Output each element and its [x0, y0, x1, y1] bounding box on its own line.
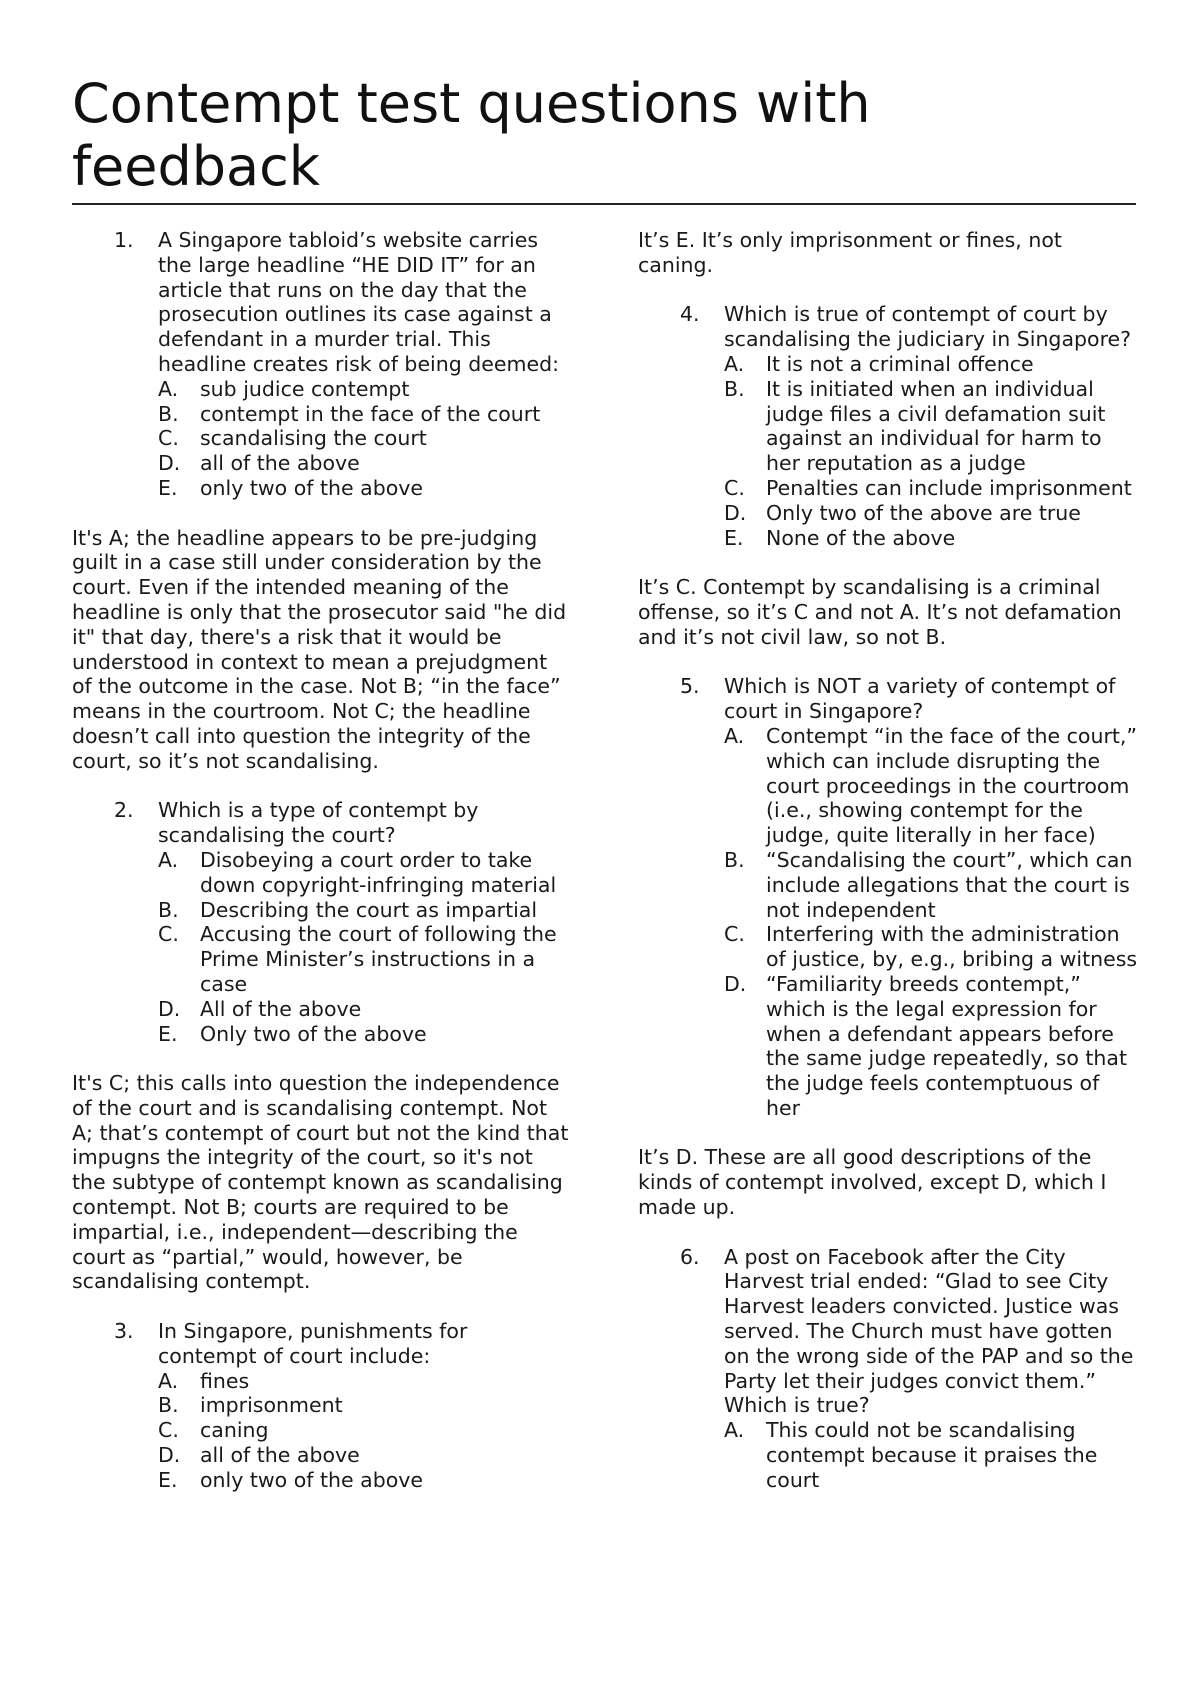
option-letter: C. — [158, 426, 179, 451]
option-letter: D. — [158, 1443, 181, 1468]
option-text: scandalising the court — [200, 426, 427, 451]
question-number: 5. — [680, 674, 700, 699]
option-text: “Familiarity breeds contempt,” which is the legal expression for when a defendant appears before the same judge repeatedly, so that the judge feels contemptuous of her — [766, 971, 1128, 1120]
option-text: only two of the above — [200, 1467, 424, 1492]
question-text: Which is NOT a variety of contempt of court in Singapore? — [724, 674, 1116, 724]
answer-feedback-3: It’s E. It’s only imprisonment or fines, not caning. — [638, 228, 1062, 277]
option-text: Contempt “in the face of the court,” which can include disrupting the court proceedings in the courtroom (i.e., showing contempt for the judge, quite literally in her face) — [766, 723, 1138, 848]
option-letter: A. — [724, 723, 745, 748]
option-text: fines — [200, 1368, 250, 1393]
option-b — [724, 377, 1138, 476]
option-text: Only two of the above — [200, 1021, 427, 1046]
left-column — [72, 228, 572, 1493]
answer-feedback-2: It's C; this calls into question the independence of the court and is scandalising contempt. Not A; that’s contempt of court but not the kind that impugns the integrity of the court, so it's not the subtype of contempt known as scandalising contempt. Not B; courts are required to be impartial, i.e., independent—describing the court as “partial,” would, however, be scandalising contempt. — [72, 1071, 569, 1294]
option-e — [158, 1468, 572, 1493]
answer-feedback-5: It’s D. These are all good descriptions of the kinds of contempt involved, except D, which I made up. — [638, 1145, 1107, 1220]
option-letter: A. — [158, 1368, 179, 1393]
option-a — [724, 352, 1138, 377]
option-letter: D. — [158, 996, 181, 1021]
option-text: Accusing the court of following the Prime Minister’s instructions in a case — [200, 922, 557, 996]
option-c — [724, 922, 1138, 972]
question-1 — [72, 228, 572, 501]
page-title: Contempt test questions with feedback — [72, 72, 871, 198]
option-d — [724, 972, 1138, 1121]
option-c — [158, 426, 572, 451]
answer-feedback-4: It’s C. Contempt by scandalising is a criminal offense, so it’s C and not A. It’s not defamation and it’s not civil law, so not B. — [638, 575, 1122, 649]
option-letter: C. — [158, 1418, 179, 1443]
option-text: Only two of the above are true — [766, 500, 1081, 525]
option-letter: E. — [158, 1021, 178, 1046]
option-text: imprisonment — [200, 1393, 343, 1418]
option-text: None of the above — [766, 525, 956, 550]
option-b — [158, 898, 572, 923]
option-letter: A. — [158, 376, 179, 401]
option-letter: B. — [724, 847, 745, 872]
question-text: In Singapore, punishments for contempt of court include: — [158, 1319, 468, 1368]
question-number: 6. — [680, 1244, 700, 1269]
title-underline — [72, 203, 1136, 205]
option-letter: B. — [724, 376, 745, 401]
option-c — [158, 1418, 572, 1443]
question-2 — [72, 798, 572, 1046]
option-text: All of the above — [200, 996, 362, 1021]
option-letter: C. — [724, 922, 745, 947]
option-d — [724, 501, 1138, 526]
question-number: 4. — [680, 302, 700, 327]
option-d — [158, 1443, 572, 1468]
option-text: sub judice contempt — [200, 376, 410, 401]
option-a — [724, 1418, 1138, 1492]
option-letter: D. — [158, 451, 181, 476]
option-letter: B. — [158, 897, 179, 922]
option-letter: B. — [158, 1393, 179, 1418]
option-text: Interfering with the administration of justice, by, e.g., bribing a witness — [766, 922, 1138, 972]
option-c — [158, 922, 572, 996]
option-b — [158, 402, 572, 427]
question-text: A post on Facebook after the City Harvest trial ended: “Glad to see City Harvest leaders convicted. Justice was served. The Church must have gotten on the wrong side of the PAP and so the Party let their judges convict them.” Which is true? — [724, 1244, 1134, 1418]
option-letter: A. — [158, 847, 179, 872]
question-6 — [638, 1245, 1138, 1493]
option-letter: A. — [724, 1418, 745, 1443]
option-text: contempt in the face of the court — [200, 401, 541, 426]
option-letter: E. — [158, 475, 178, 500]
option-a — [158, 848, 572, 898]
option-text: Penalties can include imprisonment — [766, 475, 1132, 500]
option-d — [158, 451, 572, 476]
option-b — [158, 1393, 572, 1418]
option-text: only two of the above — [200, 475, 424, 500]
question-4 — [638, 302, 1138, 550]
option-text: “Scandalising the court”, which can include allegations that the court is not independent — [766, 847, 1133, 922]
question-text: Which is a type of contempt by scandalising the court? — [158, 798, 479, 848]
question-3 — [72, 1319, 572, 1493]
option-d — [158, 997, 572, 1022]
option-letter: D. — [724, 500, 747, 525]
option-text: It is not a criminal offence — [766, 351, 1034, 376]
option-text: caning — [200, 1418, 269, 1443]
option-a — [158, 1369, 572, 1394]
option-a — [724, 724, 1138, 848]
option-letter: C. — [158, 922, 179, 947]
option-b — [724, 848, 1138, 922]
question-text: A Singapore tabloid’s website carries the large headline “HE DID IT” for an article that runs on the day that the prosecution outlines its case against a defendant in a murder trial. This headline creates risk of being deemed: — [158, 228, 560, 376]
option-letter: E. — [158, 1467, 178, 1492]
option-e — [158, 476, 572, 501]
question-number: 1. — [114, 228, 134, 252]
option-letter: E. — [724, 525, 744, 550]
option-letter: D. — [724, 971, 747, 996]
option-a — [158, 377, 572, 402]
right-column — [638, 228, 1138, 1493]
option-letter: C. — [724, 475, 745, 500]
option-text: Describing the court as impartial — [200, 897, 538, 922]
option-e — [724, 526, 1138, 551]
option-text: It is initiated when an individual judge files a civil defamation suit against an individual for harm to her reputation as a judge — [766, 376, 1106, 476]
option-e — [158, 1022, 572, 1047]
question-text: Which is true of contempt of court by scandalising the judiciary in Singapore? — [724, 302, 1132, 352]
option-letter: A. — [724, 351, 745, 376]
question-number: 3. — [114, 1319, 134, 1344]
option-letter: B. — [158, 401, 179, 426]
option-c — [724, 476, 1138, 501]
option-text: all of the above — [200, 451, 360, 476]
question-number: 2. — [114, 798, 134, 823]
question-5 — [638, 674, 1138, 1120]
answer-feedback-1: It's A; the headline appears to be pre-judging guilt in a case still under consideration by the court. Even if the intended meaning of the headline is only that the prosecutor said "he did it" that day, there's a risk that it would be understood in context to mean a prejudgment of the outcome in the case. Not B; “in the face” means in the courtroom. Not C; the headline doesn’t call into question the integrity of the court, so it’s not scandalising. — [72, 525, 567, 773]
option-text: This could not be scandalising contempt because it praises the court — [766, 1418, 1098, 1492]
option-text: all of the above — [200, 1443, 360, 1468]
option-text: Disobeying a court order to take down copyright-infringing material — [200, 847, 557, 897]
